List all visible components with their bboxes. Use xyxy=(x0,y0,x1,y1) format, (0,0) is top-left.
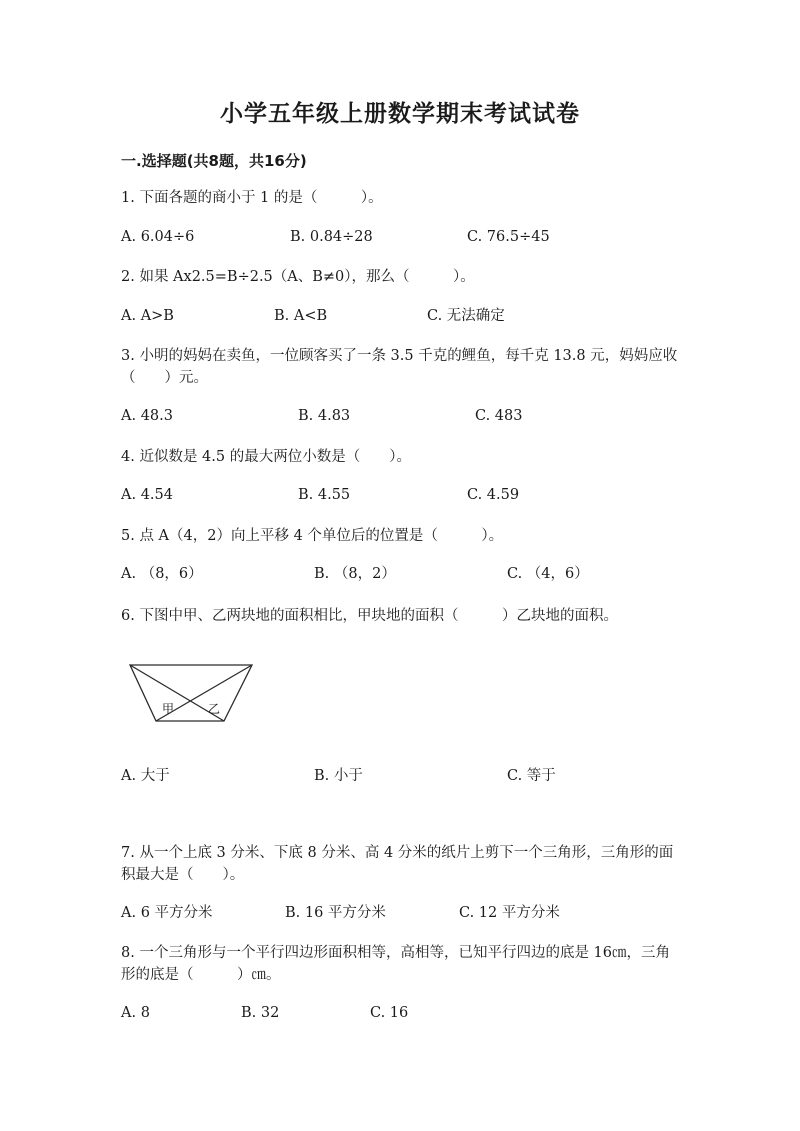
q1-option-a: A. 6.04÷6 xyxy=(121,229,195,245)
question-3: 3. 小明的妈妈在卖鱼，一位顾客买了一条 3.5 千克的鲤鱼，每千克 13.8 元，妈妈应收（ ）元。 xyxy=(121,348,678,386)
q3-option-b: B. 4.83 xyxy=(298,408,351,424)
q4-option-b: B. 4.55 xyxy=(298,487,351,503)
q4-option-a: A. 4.54 xyxy=(121,487,173,503)
question-7: 7. 从一个上底 3 分米、下底 8 分米、高 4 分米的纸片上剪下一个三角形，三角形的面积最大是（ ）。 xyxy=(121,845,674,883)
question-1: 1. 下面各题的商小于 1 的是（ ）。 xyxy=(121,190,383,206)
q6-option-c: C. 等于 xyxy=(507,768,556,784)
q7-option-b: B. 16 平方分米 xyxy=(285,905,386,921)
section-heading: 一.选择题(共8题，共16分) xyxy=(121,152,307,170)
question-5: 5. 点 A（4，2）向上平移 4 个单位后的位置是（ ）。 xyxy=(121,528,504,544)
q1-option-c: C. 76.5÷45 xyxy=(467,229,550,245)
q6-option-b: B. 小于 xyxy=(314,768,363,784)
trapezoid-figure xyxy=(128,659,258,725)
q8-option-c: C. 16 xyxy=(370,1005,409,1021)
question-2: 2. 如果 Ax2.5=B÷2.5（A、B≠0），那么（ ）。 xyxy=(121,269,475,285)
q3-option-a: A. 48.3 xyxy=(121,408,173,424)
q5-option-a: A. （8，6） xyxy=(121,566,203,582)
q5-option-c: C. （4，6） xyxy=(507,566,589,582)
q2-option-a: A. A>B xyxy=(121,308,174,324)
label-yi: 乙 xyxy=(208,702,221,716)
q4-option-c: C. 4.59 xyxy=(467,487,520,503)
q1-option-b: B. 0.84÷28 xyxy=(290,229,373,245)
label-jia: 甲 xyxy=(162,702,175,716)
page-title: 小学五年级上册数学期末考试试卷 xyxy=(220,101,580,127)
q8-option-b: B. 32 xyxy=(241,1005,280,1021)
question-6: 6. 下图中甲、乙两块地的面积相比，甲块地的面积（ ）乙块地的面积。 xyxy=(121,608,618,624)
question-4: 4. 近似数是 4.5 的最大两位小数是（ ）。 xyxy=(121,449,411,465)
q6-option-a: A. 大于 xyxy=(121,768,170,784)
q3-option-c: C. 483 xyxy=(475,408,523,424)
q7-option-a: A. 6 平方分米 xyxy=(121,905,213,921)
q2-option-c: C. 无法确定 xyxy=(427,308,505,324)
q7-option-c: C. 12 平方分米 xyxy=(459,905,560,921)
trapezoid-outline xyxy=(130,665,252,721)
question-8: 8. 一个三角形与一个平行四边形面积相等，高相等，已知平行四边的底是 16㎝，三角形的底是（ ）㎝。 xyxy=(121,945,671,983)
q8-option-a: A. 8 xyxy=(121,1005,150,1021)
q5-option-b: B. （8，2） xyxy=(314,566,396,582)
q2-option-b: B. A<B xyxy=(274,308,328,324)
